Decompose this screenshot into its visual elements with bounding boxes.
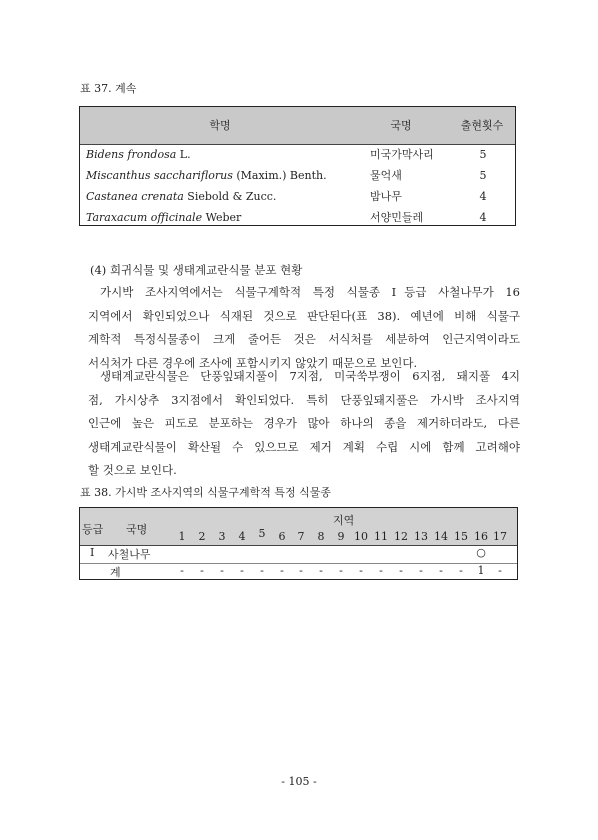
korean-name: 물억새 bbox=[370, 169, 402, 182]
paragraph-2 bbox=[88, 365, 520, 483]
region-cell-total: - bbox=[220, 564, 224, 577]
korean-name: 미국가막사리 bbox=[370, 148, 434, 161]
scientific-name: Miscanthus sacchariflorus (Maxim.) Benth. bbox=[86, 169, 327, 182]
region-cell-total: - bbox=[180, 564, 184, 577]
occurrence-count: 5 bbox=[479, 169, 487, 182]
header-occurrence-count: 출현횟수 bbox=[460, 119, 504, 132]
table38-caption: 표 38. 가시박 조사지역의 식물구계학적 특정 식물종 bbox=[80, 486, 331, 499]
scientific-name: Bidens frondosa L. bbox=[86, 148, 191, 161]
region-cell-total: - bbox=[439, 564, 443, 577]
header-korean-name: 국명 bbox=[126, 523, 148, 536]
region-cell-total: - bbox=[260, 564, 264, 577]
region-column-header: 6 bbox=[278, 530, 286, 543]
row-korean-name: 계 bbox=[110, 566, 121, 579]
text-line: 할 것으로 보인다. bbox=[88, 463, 177, 478]
region-cell-total: - bbox=[359, 564, 363, 577]
region-column-header: 14 bbox=[434, 530, 448, 543]
header-grade: 등급 bbox=[82, 523, 104, 536]
header-region: 지역 bbox=[333, 514, 355, 527]
region-cell-total: - bbox=[399, 564, 403, 577]
text-line: 점, 가시상추 3지점에서 확인되었다. 특히 단풍잎돼지풀은 가시박 조사지역 bbox=[88, 392, 520, 407]
region-cell-total: - bbox=[299, 564, 303, 577]
region-column-header: 3 bbox=[218, 530, 226, 543]
region-column-header: 13 bbox=[414, 530, 428, 543]
page-number: - 105 - bbox=[281, 775, 317, 788]
scientific-name: Castanea crenata Siebold & Zucc. bbox=[86, 190, 277, 203]
row-grade: Ⅰ bbox=[90, 546, 95, 559]
region-column-header: 7 bbox=[297, 530, 305, 543]
korean-name: 밤나무 bbox=[370, 190, 402, 203]
region-column-header: 15 bbox=[454, 530, 468, 543]
occurrence-count: 4 bbox=[479, 190, 487, 203]
region-column-header: 8 bbox=[317, 530, 325, 543]
occurrence-count: 4 bbox=[479, 211, 487, 224]
occurrence-count: 5 bbox=[479, 148, 487, 161]
region-column-header: 4 bbox=[238, 530, 246, 543]
text-line: 계학적 특정식물종이 크게 줄어든 것은 서식처를 세분하여 인근지역이라도 bbox=[88, 332, 520, 347]
region-cell-total: - bbox=[498, 564, 502, 577]
table37 bbox=[79, 106, 516, 226]
scientific-name: Taraxacum officinale Weber bbox=[86, 211, 242, 224]
region-column-header: 1 bbox=[178, 530, 186, 543]
section-heading: (4) 희귀식물 및 생태계교란식물 분포 현황 bbox=[90, 263, 303, 277]
table37-caption: 표 37. 계속 bbox=[80, 82, 137, 95]
region-cell-total: - bbox=[280, 564, 284, 577]
table-row bbox=[80, 186, 515, 207]
text-line: 가시박 조사지역에서는 식물구계학적 특정 식물종 Ⅰ등급 사철나무가 16 bbox=[100, 285, 520, 299]
region-column-header: 17 bbox=[493, 530, 507, 543]
region-column-header: 2 bbox=[198, 530, 206, 543]
region-column-header: 11 bbox=[374, 530, 388, 543]
region-cell-total: - bbox=[339, 564, 343, 577]
region-column-header: 9 bbox=[337, 530, 345, 543]
paragraph-1 bbox=[88, 281, 520, 375]
region-column-header: 16 bbox=[474, 530, 488, 543]
table37-header-row bbox=[80, 107, 515, 145]
header-scientific-name: 학명 bbox=[209, 119, 231, 132]
text-line: 지역에서 확인되었으나 식재된 것으로 판단된다(표 38). 예년에 비해 식물구 bbox=[88, 308, 520, 323]
region-cell-total: - bbox=[319, 564, 323, 577]
region-cell-total: - bbox=[419, 564, 423, 577]
table-row bbox=[80, 144, 515, 165]
region-cell-total: - bbox=[379, 564, 383, 577]
header-korean-name: 국명 bbox=[390, 119, 412, 132]
table-row bbox=[80, 207, 515, 228]
text-line: 생태계교란식물이 확산될 수 있으므로 제거 계획 수립 시에 함께 고려해야 bbox=[88, 439, 520, 454]
region-column-header: 10 bbox=[354, 530, 368, 543]
table38 bbox=[79, 507, 518, 580]
row-divider bbox=[80, 563, 517, 564]
korean-name: 서양민들레 bbox=[370, 211, 424, 224]
region-cell-mark: ○ bbox=[476, 546, 486, 559]
region-cell-total: - bbox=[200, 564, 204, 577]
region-cell-total: - bbox=[240, 564, 244, 577]
text-line: 생태계교란식물은 단풍잎돼지풀이 7지점, 미국쑥부쟁이 6지점, 돼지풀 4지 bbox=[100, 369, 520, 383]
region-cell-total: - bbox=[459, 564, 463, 577]
region-cell-total: 1 bbox=[477, 564, 485, 577]
region-column-header: 5 bbox=[258, 527, 266, 540]
text-line: 인근에 높은 피도로 분포하는 경우가 많아 하나의 종을 제거하더라도, 다른 bbox=[88, 416, 520, 431]
text-line: 서식처가 다른 경우에 조사에 포함시키지 않았기 때문으로 보인다. bbox=[88, 355, 418, 370]
table-row bbox=[80, 165, 515, 186]
row-korean-name: 사철나무 bbox=[108, 548, 151, 561]
region-column-header: 12 bbox=[394, 530, 408, 543]
